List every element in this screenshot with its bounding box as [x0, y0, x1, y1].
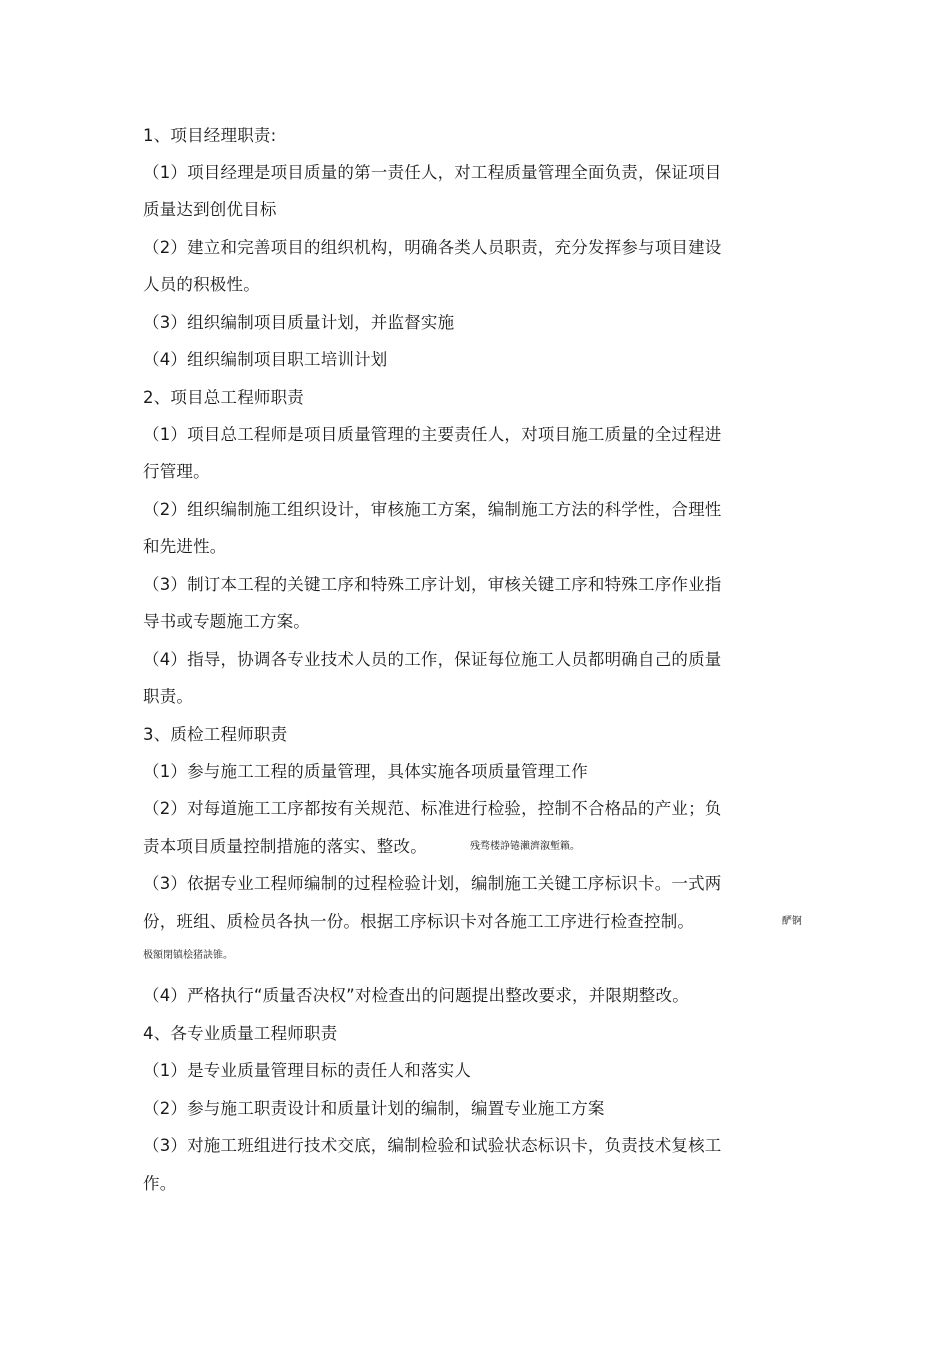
paragraph-line: （1）参与施工工程的质量管理，具体实施各项质量管理工作: [143, 762, 588, 781]
section-heading-1: 1、项目经理职责:: [143, 126, 277, 145]
garbled-note: 酽锕: [782, 916, 802, 927]
section-heading-4: 4、各专业质量工程师职责: [143, 1024, 338, 1043]
paragraph-line: （3）组织编制项目质量计划，并监督实施: [143, 313, 455, 332]
section-heading-3: 3、质检工程师职责: [143, 725, 288, 744]
paragraph-line: 份，班组、质检员各执一份。根据工序标识卡对各施工工序进行检查控制。: [143, 912, 695, 931]
paragraph-line: （2）对每道施工工序都按有关规范、标准进行检验，控制不合格品的产业；负: [143, 799, 722, 818]
paragraph-line: 质量达到创优目标: [143, 200, 277, 219]
paragraph-line: 行管理。: [143, 462, 210, 481]
garbled-note: 残骛楼諍锩瀨濟溆塹籟。: [470, 841, 580, 852]
paragraph-line: （3）对施工班组进行技术交底，编制检验和试验状态标识卡，负责技术复核工: [143, 1136, 722, 1155]
paragraph-line: 责本项目质量控制措施的落实、整改。: [143, 837, 427, 856]
paragraph-line: 导书或专题施工方案。: [143, 612, 310, 631]
paragraph-line: （4）指导，协调各专业技术人员的工作，保证每位施工人员都明确自己的质量: [143, 650, 722, 669]
paragraph-line: （2）参与施工职责设计和质量计划的编制，编置专业施工方案: [143, 1099, 605, 1118]
paragraph-line: （2）组织编制施工组织设计，审核施工方案，编制施工方法的科学性，合理性: [143, 500, 722, 519]
section-heading-2: 2、项目总工程师职责: [143, 388, 304, 407]
paragraph-line: （3）依据专业工程师编制的过程检验计划，编制施工关键工序标识卡。一式两: [143, 874, 722, 893]
paragraph-line: （1）是专业质量管理目标的责任人和落实人: [143, 1061, 471, 1080]
paragraph-line: （1）项目经理是项目质量的第一责任人，对工程质量管理全面负责，保证项目: [143, 163, 722, 182]
paragraph-line: （1）项目总工程师是项目质量管理的主要责任人，对项目施工质量的全过程进: [143, 425, 722, 444]
paragraph-line: 人员的积极性。: [143, 275, 260, 294]
paragraph-line: （4）组织编制项目职工培训计划: [143, 350, 388, 369]
garbled-note: 极額閉镇桧猪訣锥。: [143, 950, 233, 961]
paragraph-line: （4）严格执行“质量否决权”对检查出的问题提出整改要求，并限期整改。: [143, 986, 689, 1005]
paragraph-line: 和先进性。: [143, 537, 227, 556]
paragraph-line: （2）建立和完善项目的组织机构，明确各类人员职责，充分发挥参与项目建设: [143, 238, 722, 257]
paragraph-line: 职责。: [143, 687, 194, 706]
paragraph-line: （3）制订本工程的关键工序和特殊工序计划，审核关键工序和特殊工序作业指: [143, 575, 722, 594]
paragraph-line: 作。: [143, 1174, 177, 1193]
